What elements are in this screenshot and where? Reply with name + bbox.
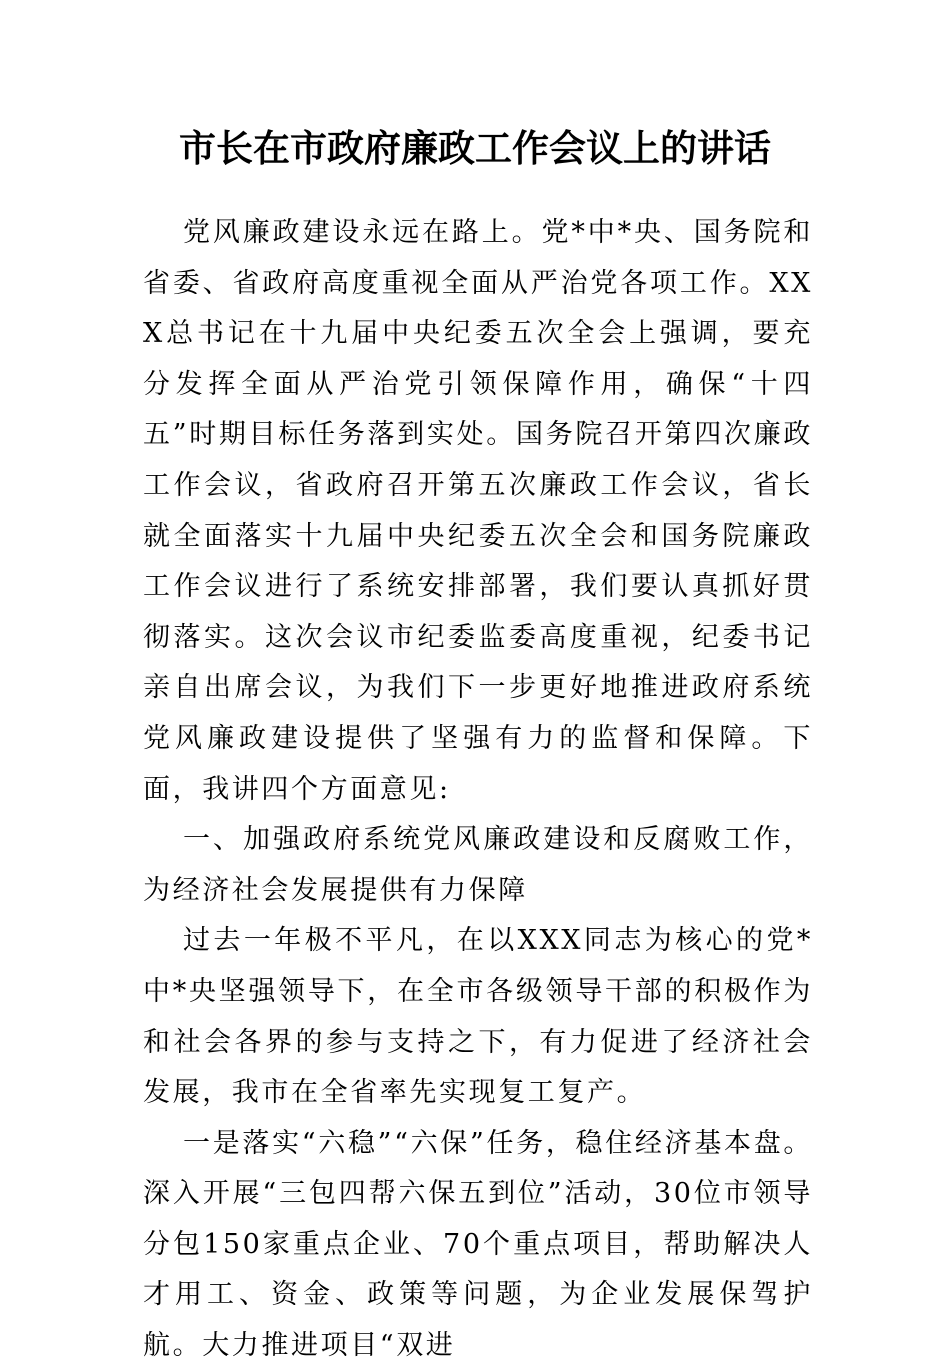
- paragraph-intro: 党风廉政建设永远在路上。党*中*央、国务院和省委、省政府高度重视全面从严治党各项工作。XXX总书记在十九届中央纪委五次全会上强调，要充分发挥全面从严治党引领保障作用，确保“十四五”时期目标任务落到实处。国务院召开第四次廉政工作会议，省政府召开第五次廉政工作会议，省长就全面落实十九届中央纪委五次全会和国务院廉政工作会议进行了系统安排部署，我们要认真抓好贯彻落实。这次会议市纪委监委高度重视，纪委书记亲自出席会议，为我们下一步更好地推进政府系统党风廉政建设提供了坚强有力的监督和保障。下面，我讲四个方面意见:: [143, 217, 813, 805]
- section-heading-1: 一、加强政府系统党风廉政建设和反腐败工作，为经济社会发展提供有力保障: [143, 824, 813, 906]
- paragraph-past-year: 过去一年极不平凡，在以XXX同志为核心的党*中*央坚强领导下，在全市各级领导干部的积极作为和社会各界的参与支持之下，有力促进了经济社会发展，我市在全省率先实现复工复产。: [143, 925, 813, 1109]
- document-body: [143, 208, 813, 1372]
- paragraph-point-one: 一是落实“六稳”“六保”任务，稳住经济基本盘。深入开展“三包四帮六保五到位”活动，30位市领导分包150家重点企业、70个重点项目，帮助解决人才用工、资金、政策等问题，为企业发展保驾护航。大力推进项目“双进: [143, 1127, 813, 1362]
- document-title: 市长在市政府廉政工作会议上的讲话: [179, 126, 771, 170]
